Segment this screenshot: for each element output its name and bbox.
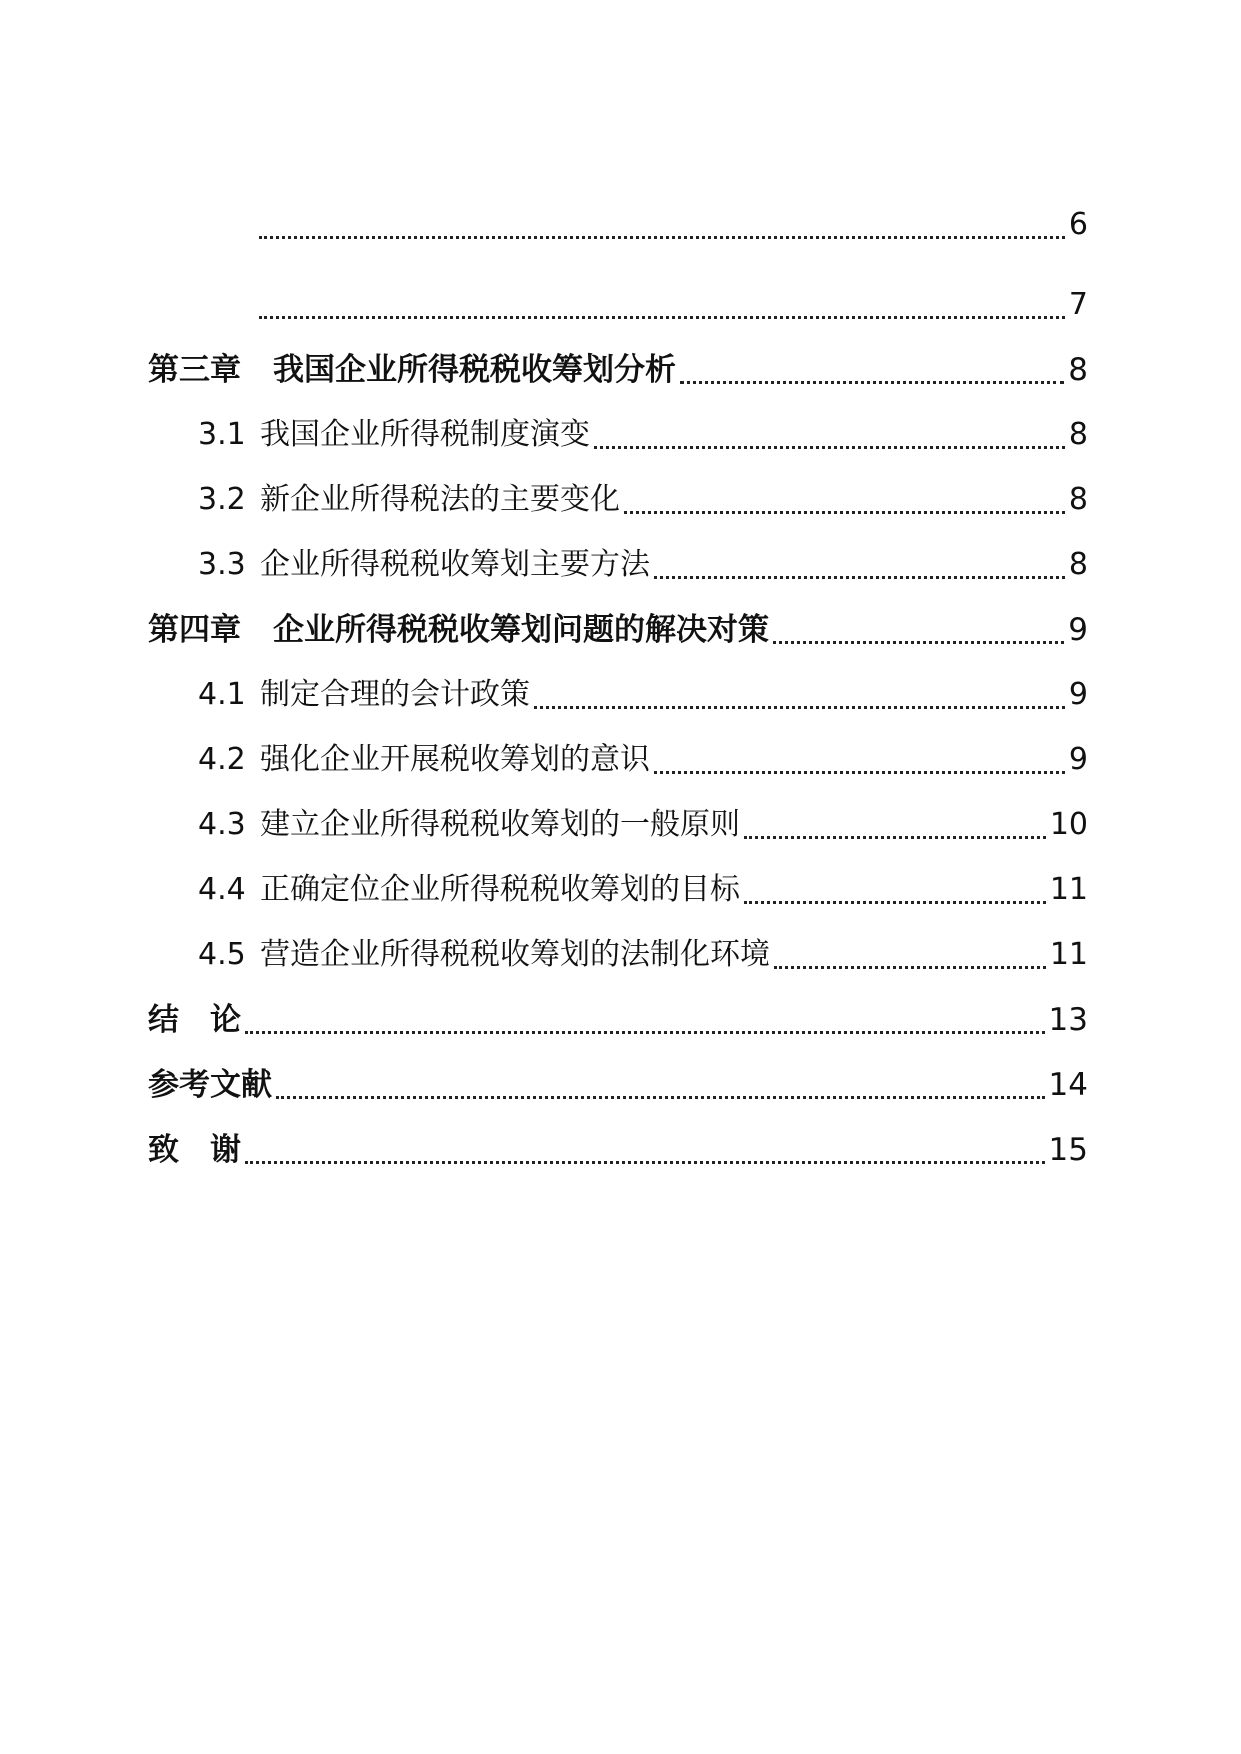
toc-chapter-entry[interactable] xyxy=(148,1105,1088,1170)
toc-leader-dots xyxy=(276,1065,1045,1105)
toc-section-title: 制定合理的会计政策 xyxy=(260,677,530,712)
toc-page-number: 13 xyxy=(1048,1002,1088,1038)
toc-leader-dots xyxy=(245,1000,1045,1040)
toc-section-number: 4.1 xyxy=(198,677,246,712)
toc-chapter-title: 致 谢 xyxy=(148,1132,241,1168)
toc-entry[interactable] xyxy=(148,182,1088,245)
toc-leader-dots xyxy=(680,350,1064,390)
toc-section-number: 3.1 xyxy=(198,417,246,452)
toc-entry[interactable] xyxy=(148,245,1088,325)
toc-chapter-entry[interactable] xyxy=(148,325,1088,390)
toc-chapter-entry[interactable] xyxy=(148,585,1088,650)
toc-section-number: 4.4 xyxy=(198,872,246,907)
toc-section-entry[interactable] xyxy=(148,650,1088,715)
toc-chapter-number: 第四章 xyxy=(148,612,241,648)
toc-page-number: 6 xyxy=(1068,207,1088,242)
toc-chapter-title: 参考文献 xyxy=(148,1067,272,1103)
toc-section-title: 我国企业所得税制度演变 xyxy=(260,417,590,452)
toc-chapter-title: 我国企业所得税税收筹划分析 xyxy=(273,352,676,388)
toc-page-number: 9 xyxy=(1068,612,1088,648)
toc-leader-dots xyxy=(654,740,1065,780)
toc-page-number: 14 xyxy=(1048,1067,1088,1103)
toc-leader-dots xyxy=(624,480,1065,520)
toc-section-title: 建立企业所得税税收筹划的一般原则 xyxy=(260,807,740,842)
toc-section-entry[interactable] xyxy=(148,520,1088,585)
toc-section-number: 3.3 xyxy=(198,547,246,582)
toc-section-number: 4.5 xyxy=(198,937,246,972)
toc-leader-dots xyxy=(744,805,1046,845)
toc-page-number: 8 xyxy=(1068,547,1088,582)
table-of-contents xyxy=(148,182,1088,1170)
toc-page-number: 9 xyxy=(1068,742,1088,777)
toc-section-entry[interactable] xyxy=(148,455,1088,520)
toc-chapter-title: 结 论 xyxy=(148,1002,241,1038)
toc-section-title: 营造企业所得税税收筹划的法制化环境 xyxy=(260,937,770,972)
toc-leader-dots xyxy=(744,870,1046,910)
toc-leader-dots xyxy=(774,935,1046,975)
toc-leader-dots xyxy=(773,610,1064,650)
toc-page-number: 8 xyxy=(1068,352,1088,388)
toc-section-entry[interactable] xyxy=(148,910,1088,975)
toc-section-entry[interactable] xyxy=(148,780,1088,845)
toc-page-number: 15 xyxy=(1048,1132,1088,1168)
toc-section-title: 强化企业开展税收筹划的意识 xyxy=(260,742,650,777)
toc-chapter-entry[interactable] xyxy=(148,975,1088,1040)
toc-section-entry[interactable] xyxy=(148,845,1088,910)
toc-page-number: 11 xyxy=(1049,937,1088,972)
toc-page-number: 11 xyxy=(1049,872,1088,907)
toc-leader-dots xyxy=(594,415,1065,455)
toc-leader-dots xyxy=(259,285,1065,325)
toc-section-title: 企业所得税税收筹划主要方法 xyxy=(260,547,650,582)
toc-leader-dots xyxy=(245,1130,1045,1170)
toc-leader-dots xyxy=(259,205,1065,245)
toc-page-number: 8 xyxy=(1068,417,1088,452)
toc-page-number: 7 xyxy=(1068,287,1088,322)
toc-section-title: 新企业所得税法的主要变化 xyxy=(260,482,620,517)
toc-page-number: 9 xyxy=(1068,677,1088,712)
toc-section-entry[interactable] xyxy=(148,715,1088,780)
toc-chapter-title: 企业所得税税收筹划问题的解决对策 xyxy=(273,612,769,648)
toc-page-number: 10 xyxy=(1049,807,1088,842)
toc-chapter-entry[interactable] xyxy=(148,1040,1088,1105)
toc-leader-dots xyxy=(534,675,1065,715)
toc-page-number: 8 xyxy=(1068,482,1088,517)
toc-section-entry[interactable] xyxy=(148,390,1088,455)
toc-leader-dots xyxy=(654,545,1065,585)
toc-section-number: 3.2 xyxy=(198,482,246,517)
toc-chapter-number: 第三章 xyxy=(148,352,241,388)
toc-section-number: 4.3 xyxy=(198,807,246,842)
toc-section-number: 4.2 xyxy=(198,742,246,777)
toc-section-title: 正确定位企业所得税税收筹划的目标 xyxy=(260,872,740,907)
